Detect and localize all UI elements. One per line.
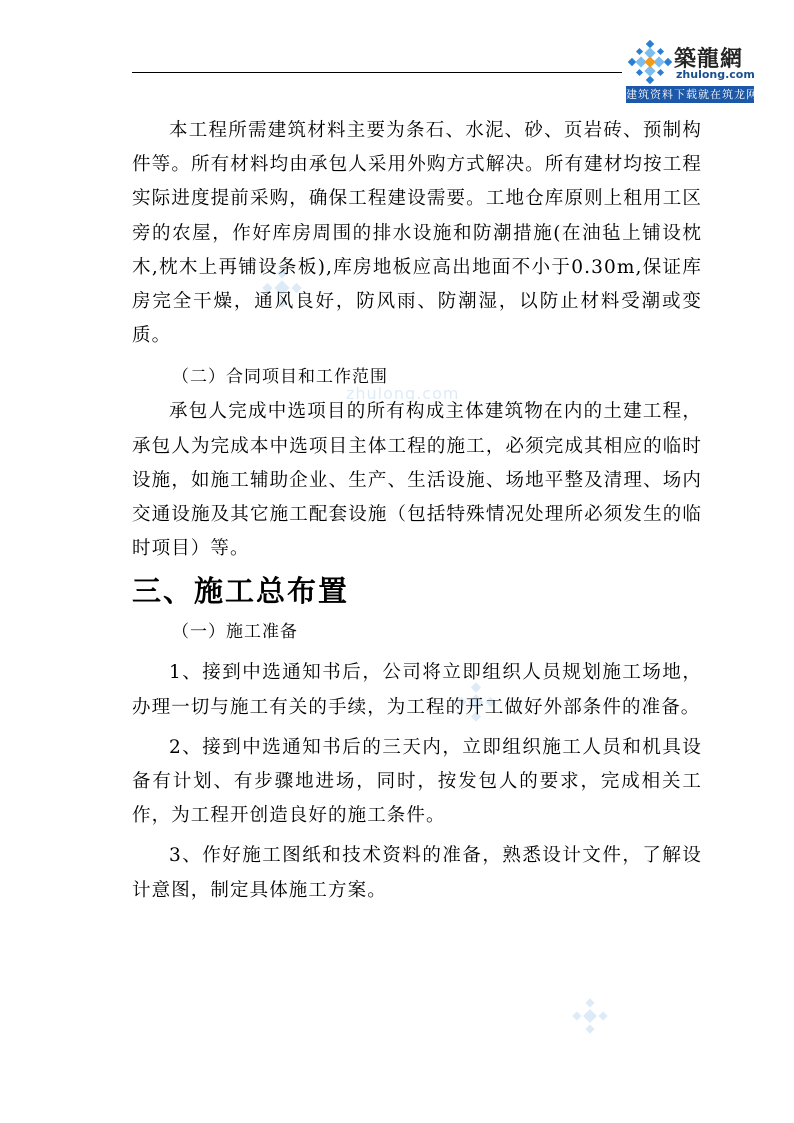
zhulong-logo[interactable] bbox=[624, 36, 756, 108]
watermark-snowflake-icon bbox=[572, 998, 608, 1034]
paragraph-contract-scope: 承包人完成中选项目的所有构成主体建筑物在内的土建工程，承包人为完成本中选项目主体工程的施工，必须完成其相应的临时设施，如施工辅助企业、生产、生活设施、场地平整及清理、场内交通设施及其它施工配套设施（包括特殊情况处理所必须发生的临时项目）等。 bbox=[132, 401, 702, 560]
logo-slogan: 建筑资料下载就在筑龙网 bbox=[626, 88, 758, 101]
paragraph-materials: 本工程所需建筑材料主要为条石、水泥、砂、页岩砖、预制构件等。所有材料均由承包人采用外购方式解决。所有建材均按工程实际进度提前采购，确保工程建设需要。工地仓库原则上租用工区旁的农屋，作好库房周围的排水设施和防潮措施(在油毡上铺设枕木,枕木上再铺设条板),库房地板应高出地面不小于0.30m,保证库房完全干燥，通风良好，防风雨、防潮湿，以防止材料受潮或变质。 bbox=[132, 120, 702, 347]
subheading-contract-scope: （二）合同项目和工作范围 bbox=[172, 367, 388, 388]
list-item-2: 2、接到中选通知书后的三天内，立即组织施工人员和机具设备有计划、有步骤地进场，同时，按发包人的要求，完成相关工作，为工程开创造良好的施工条件。 bbox=[132, 736, 702, 827]
subheading-construction-preparation: （一）施工准备 bbox=[172, 622, 298, 643]
section-heading-general-layout: 三、施工总布置 bbox=[132, 574, 350, 609]
list-item-3: 3、作好施工图纸和技术资料的准备，熟悉设计文件，了解设计意图，制定具体施工方案。 bbox=[132, 845, 702, 901]
snowflake-logo-icon bbox=[628, 40, 672, 84]
logo-brand-name: 築龍網 bbox=[674, 46, 744, 72]
watermark-text: zhulong.com bbox=[346, 384, 460, 403]
document-body bbox=[132, 114, 702, 908]
list-item-1: 1、接到中选通知书后，公司将立即组织人员规划施工场地，办理一切与施工有关的手续，为工程的开工做好外部条件的准备。 bbox=[132, 662, 702, 718]
logo-domain: zhulong.com bbox=[676, 68, 755, 81]
header-rule bbox=[132, 72, 622, 73]
